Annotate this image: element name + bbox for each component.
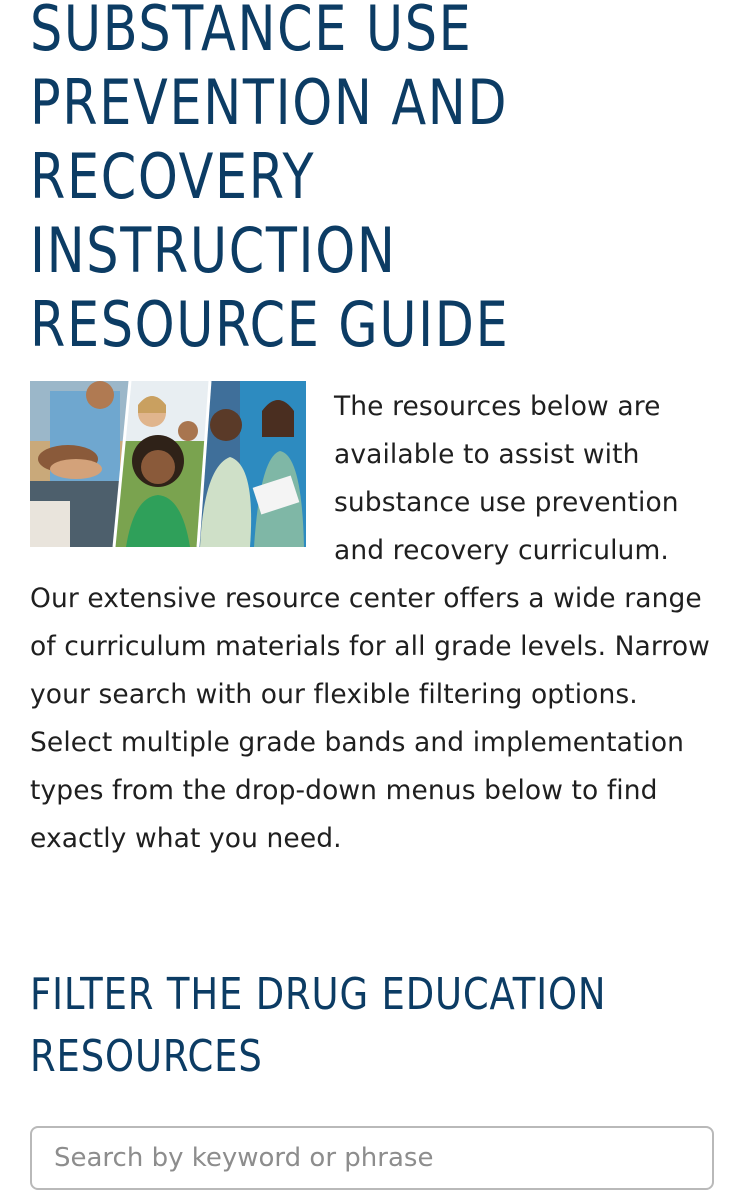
search-input[interactable] — [30, 1126, 714, 1190]
filter-heading-line: RESOURCES — [30, 1031, 263, 1082]
page-title-line: SUBSTANCE USE — [30, 0, 473, 65]
filter-heading-line: FILTER THE DRUG EDUCATION — [30, 969, 607, 1020]
page-title-line: RECOVERY — [30, 140, 316, 213]
filter-heading — [30, 964, 668, 1088]
page-title-line: INSTRUCTION — [30, 214, 397, 287]
students-collage-image — [30, 381, 306, 547]
page-title — [30, 0, 604, 362]
page-title-line: RESOURCE GUIDE — [30, 288, 510, 361]
page-title-line: PREVENTION AND — [30, 66, 509, 139]
intro-paragraph: The resources below are available to assist with substance use prevention and recovery curriculum. Our extensive resource center offers a wide range of curriculum materials for all grade levels. Narrow your search with our flexible filtering options. Select multiple grade bands and implementation types from the drop-down menus below to find exactly what you need. — [30, 391, 710, 854]
intro-section — [30, 381, 720, 863]
